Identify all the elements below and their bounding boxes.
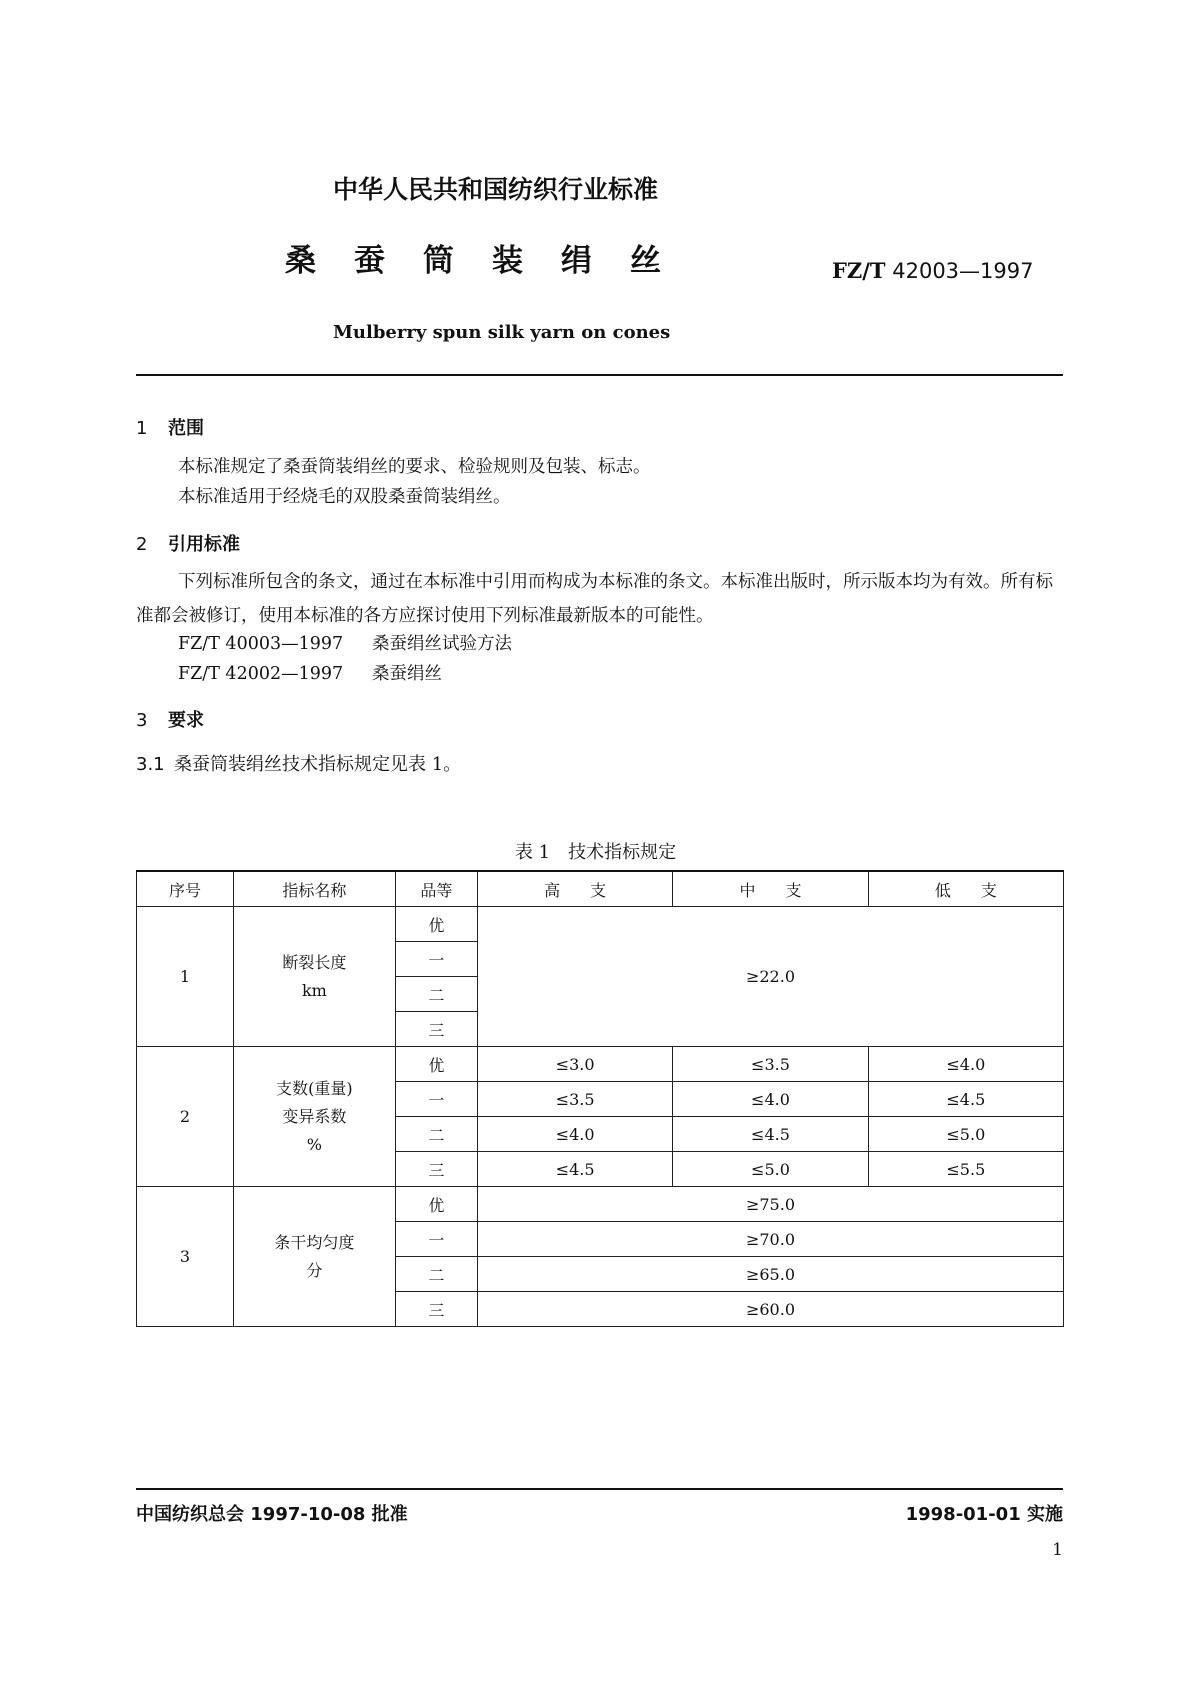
table-caption-title: 技术指标规定 [568, 842, 677, 863]
clause-3-1-text: 桑蚕筒装绢丝技术指标规定见表 1。 [174, 754, 462, 775]
section-1-title: 范围 [168, 418, 204, 439]
row-grade: 优 [395, 907, 477, 942]
section-2-number: 2 [136, 534, 148, 555]
row-grade: 三 [395, 1292, 477, 1327]
indicator-name-line: 变异系数 [282, 1106, 347, 1126]
indicator-unit: km [301, 980, 327, 1000]
row-grade: 一 [395, 942, 477, 977]
value-cell: ≤4.0 [477, 1117, 672, 1152]
reference-name: 桑蚕绢丝试验方法 [372, 634, 512, 654]
value-cell: ≤5.0 [868, 1117, 1063, 1152]
section-2-heading [136, 530, 240, 556]
section-3-title: 要求 [168, 710, 204, 731]
row-grade: 优 [395, 1047, 477, 1082]
standard-code-number: 42003—1997 [892, 259, 1034, 283]
reference-name: 桑蚕绢丝 [372, 664, 442, 684]
merged-value-cell: ≥70.0 [477, 1222, 1063, 1257]
standard-code-prefix: FZ/T [832, 258, 886, 283]
org-title: 中华人民共和国纺织行业标准 [332, 175, 658, 204]
header-low-count: 低支 [868, 871, 1063, 907]
header-rule [136, 374, 1063, 376]
row-seq: 1 [137, 907, 234, 1047]
section-3-heading [136, 706, 204, 732]
row-grade: 一 [395, 1082, 477, 1117]
page-number: 1 [1052, 1540, 1063, 1560]
value-cell: ≤3.5 [673, 1047, 868, 1082]
spec-table [136, 870, 1064, 1327]
reference-item [178, 660, 442, 685]
value-cell: ≤5.5 [868, 1152, 1063, 1187]
row-grade: 二 [395, 1117, 477, 1152]
reference-code: FZ/T 40003—1997 [178, 634, 344, 654]
effective-date: 1998-01-01 实施 [905, 1504, 1063, 1525]
section-1-paragraph-2: 本标准适用于经烧毛的双股桑蚕筒装绢丝。 [178, 487, 511, 507]
header-mid-count: 中支 [673, 871, 868, 907]
header-grade: 品等 [395, 871, 477, 907]
table-caption-number: 表 1 [514, 842, 551, 863]
indicator-name-line: 断裂长度 [282, 952, 347, 972]
merged-value-cell: ≥65.0 [477, 1257, 1063, 1292]
table-row [137, 1047, 1064, 1082]
row-seq: 2 [137, 1047, 234, 1187]
footer-rule [136, 1488, 1063, 1490]
section-1-heading [136, 414, 204, 440]
indicator-unit: 分 [306, 1260, 323, 1280]
value-cell: ≤4.5 [868, 1082, 1063, 1117]
header-high-count: 高支 [477, 871, 672, 907]
value-cell: ≤3.5 [477, 1082, 672, 1117]
header-seq: 序号 [137, 871, 234, 907]
value-cell: ≤4.0 [673, 1082, 868, 1117]
reference-code: FZ/T 42002—1997 [178, 664, 344, 684]
table-row [137, 1187, 1064, 1222]
row-grade: 一 [395, 1222, 477, 1257]
value-cell: ≤3.0 [477, 1047, 672, 1082]
indicator-unit: % [306, 1134, 322, 1154]
standard-code [832, 258, 1033, 283]
table-caption [0, 838, 1191, 864]
table-header-row [137, 871, 1064, 907]
section-1-paragraph-1: 本标准规定了桑蚕筒装绢丝的要求、检验规则及包装、标志。 [178, 457, 651, 477]
value-cell: ≤5.0 [673, 1152, 868, 1187]
merged-value-cell: ≥22.0 [477, 907, 1063, 1047]
indicator-name-line: 条干均匀度 [274, 1232, 355, 1252]
value-cell: ≤4.5 [673, 1117, 868, 1152]
value-cell: ≤4.0 [868, 1047, 1063, 1082]
section-2-paragraph: 下列标准所包含的条文，通过在本标准中引用而构成为本标准的条文。本标准出版时，所示版本均为有效。所有标准都会被修订，使用本标准的各方应探讨使用下列标准最新版本的可能性。 [136, 572, 1053, 626]
row-grade: 二 [395, 1257, 477, 1292]
clause-3-1 [136, 750, 461, 776]
row-grade: 优 [395, 1187, 477, 1222]
document-title: 桑蚕筒装绢丝 [285, 243, 699, 279]
indicator-name-line: 支数(重量) [276, 1078, 353, 1098]
row-grade: 二 [395, 977, 477, 1012]
row-indicator-name [234, 907, 396, 1047]
section-3-number: 3 [136, 710, 148, 731]
row-indicator-name [234, 1187, 396, 1327]
section-1-number: 1 [136, 418, 148, 439]
header-name: 指标名称 [234, 871, 396, 907]
merged-value-cell: ≥60.0 [477, 1292, 1063, 1327]
row-grade: 三 [395, 1012, 477, 1047]
table-row [137, 907, 1064, 942]
clause-3-1-number: 3.1 [136, 754, 165, 775]
row-indicator-name [234, 1047, 396, 1187]
value-cell: ≤4.5 [477, 1152, 672, 1187]
row-seq: 3 [137, 1187, 234, 1327]
approval-date: 中国纺织总会 1997-10-08 批准 [136, 1504, 408, 1525]
reference-item [178, 630, 512, 655]
row-grade: 三 [395, 1152, 477, 1187]
merged-value-cell: ≥75.0 [477, 1187, 1063, 1222]
section-2-title: 引用标准 [168, 534, 240, 555]
english-title: Mulberry spun silk yarn on cones [333, 322, 671, 343]
